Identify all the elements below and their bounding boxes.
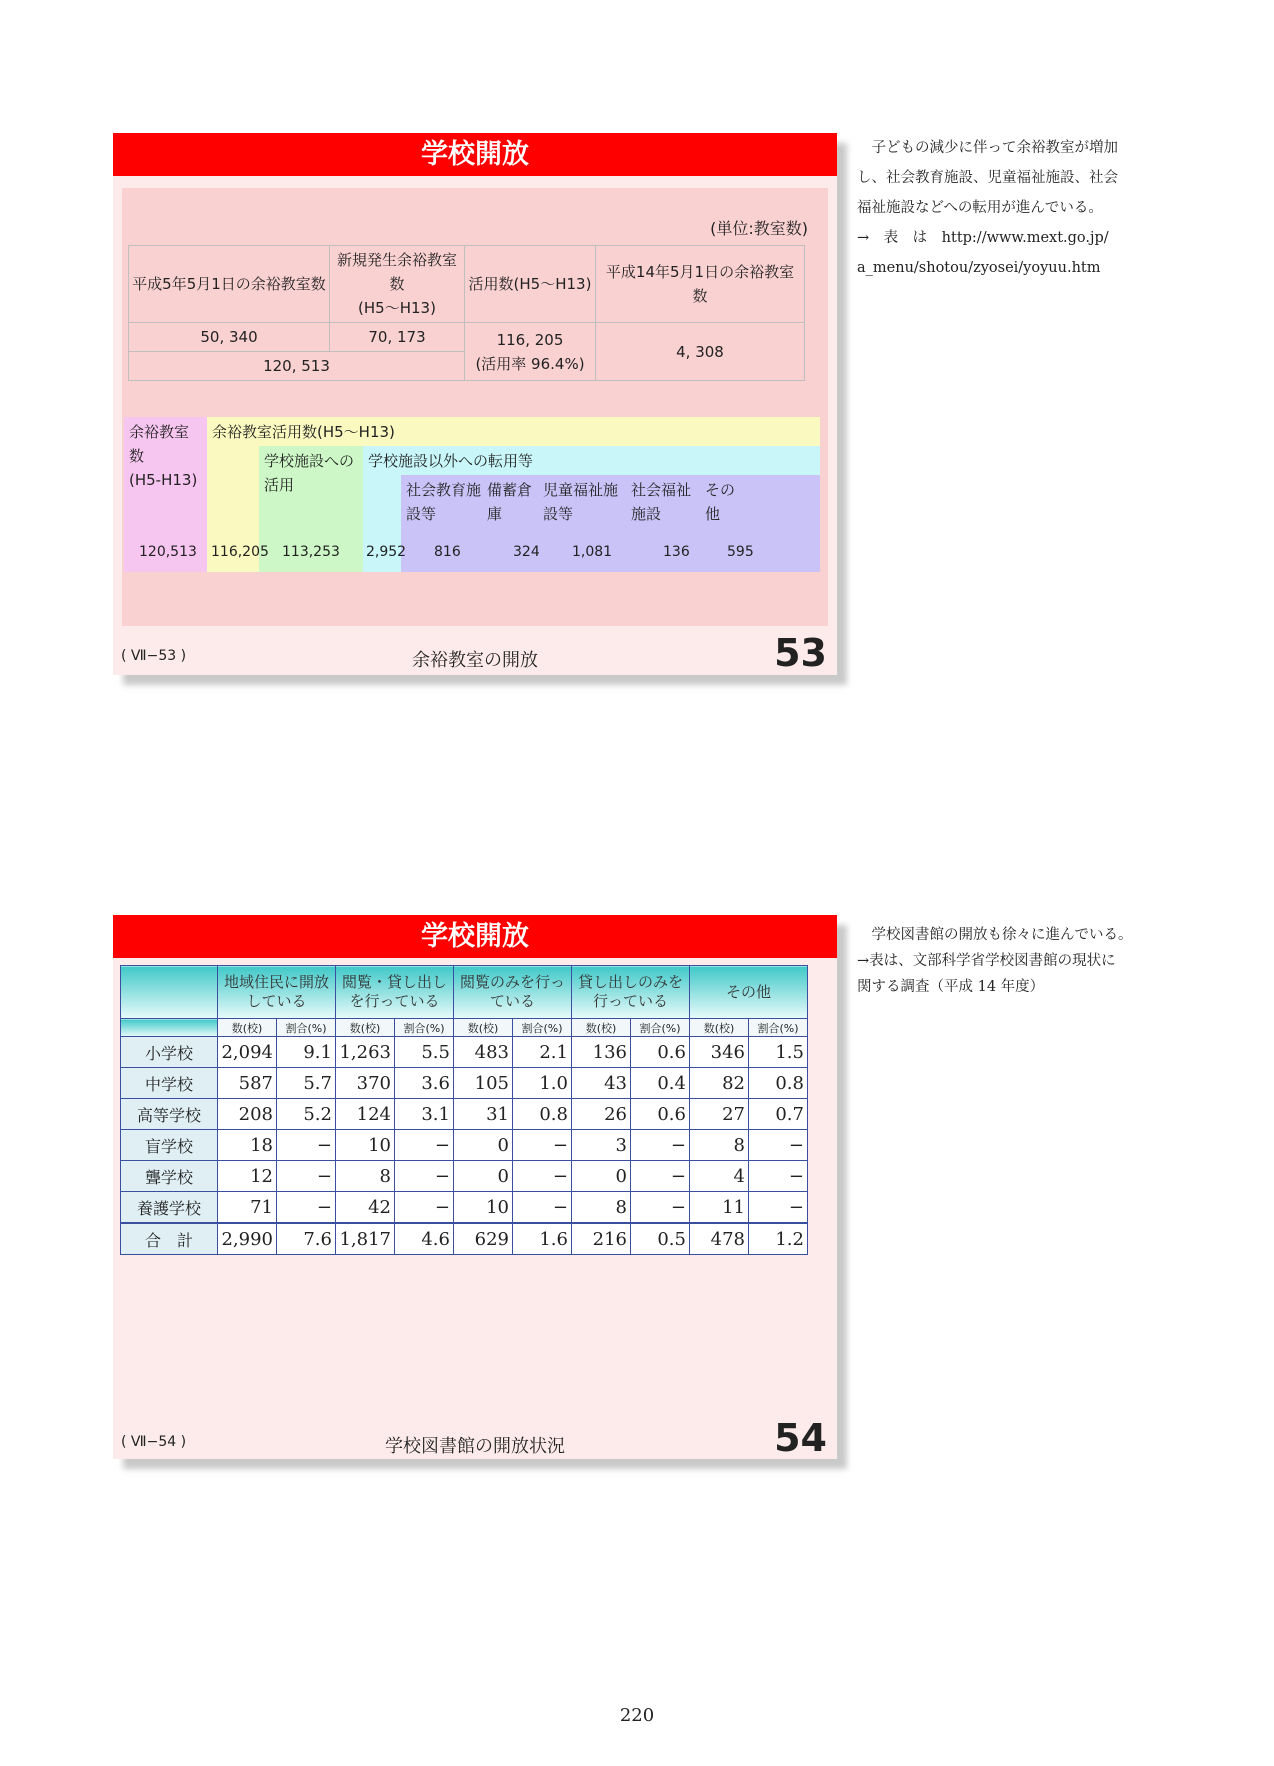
table-cell: 0.5 bbox=[631, 1223, 690, 1255]
table-cell: − bbox=[395, 1130, 454, 1161]
table-cell: 478 bbox=[690, 1223, 749, 1255]
header-cell: 新規発生余裕教室数 (H5〜H13) bbox=[330, 246, 465, 323]
sub-header: 数(校) bbox=[336, 1019, 395, 1037]
table-cell: − bbox=[395, 1161, 454, 1192]
slide-title: 学校開放 bbox=[113, 133, 837, 176]
sub-header: 割合(%) bbox=[395, 1019, 454, 1037]
table-cell: 26 bbox=[572, 1099, 631, 1130]
slide-body bbox=[122, 188, 828, 626]
corner-cell bbox=[121, 1019, 218, 1037]
table-cell: 5.2 bbox=[277, 1099, 336, 1130]
table-cell: 7.6 bbox=[277, 1223, 336, 1255]
table-cell: 216 bbox=[572, 1223, 631, 1255]
note-line: a_menu/shotou/zyosei/yoyuu.htm bbox=[857, 260, 1101, 276]
table-cell: − bbox=[749, 1192, 808, 1224]
table-cell: 27 bbox=[690, 1099, 749, 1130]
table-cell: 587 bbox=[218, 1068, 277, 1099]
grid-number: 1,081 bbox=[572, 544, 613, 560]
sub-header: 割合(%) bbox=[749, 1019, 808, 1037]
table-cell: 0 bbox=[454, 1130, 513, 1161]
column-header: その他 bbox=[690, 966, 808, 1019]
grid-cell: 学校施設以外への転用等 bbox=[363, 446, 820, 572]
table-cell: − bbox=[277, 1130, 336, 1161]
library-opening-table bbox=[120, 965, 808, 1255]
value-cell: 120, 513 bbox=[129, 352, 465, 381]
table-cell: 71 bbox=[218, 1192, 277, 1224]
table-cell: 2,094 bbox=[218, 1037, 277, 1068]
usage-breakdown bbox=[122, 417, 820, 572]
table-cell: 0 bbox=[454, 1161, 513, 1192]
table-cell: 5.5 bbox=[395, 1037, 454, 1068]
table-cell: 0.4 bbox=[631, 1068, 690, 1099]
row-header: 養護学校 bbox=[121, 1192, 218, 1224]
column-header: 閲覧のみを行っている bbox=[454, 966, 572, 1019]
table-cell: 5.7 bbox=[277, 1068, 336, 1099]
row-header: 合 計 bbox=[121, 1223, 218, 1255]
table-cell: − bbox=[631, 1130, 690, 1161]
table-cell: 136 bbox=[572, 1037, 631, 1068]
table-cell: 4 bbox=[690, 1161, 749, 1192]
table-cell: 1.6 bbox=[513, 1223, 572, 1255]
slide-54 bbox=[113, 915, 837, 1459]
table-cell: − bbox=[631, 1192, 690, 1224]
grid-number: 816 bbox=[434, 544, 461, 560]
table-cell: 10 bbox=[454, 1192, 513, 1224]
table-cell: 2.1 bbox=[513, 1037, 572, 1068]
header-cell: 平成14年5月1日の余裕教室数 bbox=[596, 246, 805, 323]
table-cell: 10 bbox=[336, 1130, 395, 1161]
slide-title: 学校開放 bbox=[113, 915, 837, 958]
slide-number: 53 bbox=[774, 631, 827, 675]
value-cell: 116, 205 (活用率 96.4%) bbox=[465, 323, 596, 381]
table-cell: 0.8 bbox=[513, 1099, 572, 1130]
table-cell: 0.6 bbox=[631, 1037, 690, 1068]
grid-number: 2,952 bbox=[366, 544, 407, 560]
table-cell: 3 bbox=[572, 1130, 631, 1161]
table-cell: 346 bbox=[690, 1037, 749, 1068]
grid-cell: 児童福祉施設等 bbox=[543, 481, 619, 523]
sub-header: 割合(%) bbox=[631, 1019, 690, 1037]
grid-number: 136 bbox=[663, 544, 690, 560]
table-cell: 0 bbox=[572, 1161, 631, 1192]
table-cell: 12 bbox=[218, 1161, 277, 1192]
note-line: 学校図書館の開放も徐々に進んでいる。 bbox=[857, 927, 1133, 943]
grid-number: 324 bbox=[513, 544, 540, 560]
table-cell: 1,817 bbox=[336, 1223, 395, 1255]
sub-header: 数(校) bbox=[572, 1019, 631, 1037]
slide-code: ( Ⅶ−53 ) bbox=[121, 648, 187, 664]
table-row bbox=[121, 1068, 808, 1099]
note-53 bbox=[857, 133, 1147, 283]
grid-number: 113,253 bbox=[282, 544, 340, 560]
table-cell: 0.7 bbox=[749, 1099, 808, 1130]
slide-footer-title: 学校図書館の開放状況 bbox=[385, 1436, 565, 1457]
note-line: 子どもの減少に伴って余裕教室が増加 bbox=[857, 140, 1118, 156]
table-cell: 8 bbox=[690, 1130, 749, 1161]
table-row bbox=[121, 1223, 808, 1255]
table-cell: − bbox=[395, 1192, 454, 1224]
grid-cell: 社会教育施設等 bbox=[406, 481, 482, 523]
slide-footer-title: 余裕教室の開放 bbox=[412, 650, 538, 671]
sub-header: 割合(%) bbox=[513, 1019, 572, 1037]
note-line: 福祉施設などへの転用が進んでいる。 bbox=[857, 200, 1103, 216]
grid-cell: 余裕教室活用数(H5〜H13) bbox=[207, 417, 820, 572]
table-cell: 9.1 bbox=[277, 1037, 336, 1068]
grid-number: 595 bbox=[727, 544, 754, 560]
table-cell: − bbox=[277, 1161, 336, 1192]
table-cell: − bbox=[513, 1161, 572, 1192]
value-cell: 70, 173 bbox=[330, 323, 465, 352]
table-cell: − bbox=[749, 1130, 808, 1161]
table-cell: 1.2 bbox=[749, 1223, 808, 1255]
corner-cell bbox=[121, 966, 218, 1019]
grid-cell: 社会福祉施設 bbox=[631, 481, 692, 523]
table-cell: 43 bbox=[572, 1068, 631, 1099]
slide-code: ( Ⅶ−54 ) bbox=[121, 1434, 187, 1450]
table-cell: 11 bbox=[690, 1192, 749, 1224]
table-cell: 124 bbox=[336, 1099, 395, 1130]
sub-header: 割合(%) bbox=[277, 1019, 336, 1037]
table-row bbox=[121, 1192, 808, 1224]
table-cell: 8 bbox=[572, 1192, 631, 1224]
row-header: 中学校 bbox=[121, 1068, 218, 1099]
table-row bbox=[121, 1099, 808, 1130]
value-cell: 4, 308 bbox=[596, 323, 805, 381]
note-line: し、社会教育施設、児童福祉施設、社会 bbox=[857, 170, 1118, 186]
table-cell: 18 bbox=[218, 1130, 277, 1161]
table-cell: 370 bbox=[336, 1068, 395, 1099]
header-cell: 活用数(H5〜H13) bbox=[465, 246, 596, 323]
table-cell: 1,263 bbox=[336, 1037, 395, 1068]
table-cell: 4.6 bbox=[395, 1223, 454, 1255]
table-cell: 1.5 bbox=[749, 1037, 808, 1068]
table-cell: − bbox=[631, 1161, 690, 1192]
column-header: 貸し出しのみを行っている bbox=[572, 966, 690, 1019]
page-number: 220 bbox=[619, 1705, 655, 1726]
table-cell: 0.6 bbox=[631, 1099, 690, 1130]
table-cell: 629 bbox=[454, 1223, 513, 1255]
grid-cell: 備蓄倉庫 bbox=[487, 481, 533, 523]
table-cell: 31 bbox=[454, 1099, 513, 1130]
table-cell: − bbox=[513, 1130, 572, 1161]
row-header: 高等学校 bbox=[121, 1099, 218, 1130]
unit-label: (単位:教室数) bbox=[710, 219, 808, 238]
sub-header: 数(校) bbox=[218, 1019, 277, 1037]
table-cell: 105 bbox=[454, 1068, 513, 1099]
spare-classroom-table bbox=[128, 245, 805, 381]
row-header: 小学校 bbox=[121, 1037, 218, 1068]
grid-cell: 学校施設への活用 bbox=[259, 446, 363, 572]
grid-cell: 余裕教室数 (H5-H13) bbox=[124, 417, 207, 572]
table-cell: − bbox=[513, 1192, 572, 1224]
table-cell: 8 bbox=[336, 1161, 395, 1192]
header-cell: 平成5年5月1日の余裕教室数 bbox=[129, 246, 330, 323]
table-cell: 0.8 bbox=[749, 1068, 808, 1099]
table-cell: 42 bbox=[336, 1192, 395, 1224]
grid-number: 116,205 bbox=[211, 544, 269, 560]
table-row bbox=[121, 1130, 808, 1161]
row-header: 盲学校 bbox=[121, 1130, 218, 1161]
note-line: 関する調査（平成 14 年度） bbox=[857, 979, 1045, 995]
table-cell: 208 bbox=[218, 1099, 277, 1130]
table-cell: 2,990 bbox=[218, 1223, 277, 1255]
table-cell: 3.6 bbox=[395, 1068, 454, 1099]
value-cell: 50, 340 bbox=[129, 323, 330, 352]
grid-cell: その他 bbox=[705, 481, 736, 523]
slide-number: 54 bbox=[774, 1416, 827, 1460]
row-header: 聾学校 bbox=[121, 1161, 218, 1192]
grid-number: 120,513 bbox=[139, 544, 197, 560]
note-54 bbox=[857, 922, 1147, 1000]
table-cell: 82 bbox=[690, 1068, 749, 1099]
table-row bbox=[121, 1161, 808, 1192]
note-line: → 表 は http://www.mext.go.jp/ bbox=[857, 230, 1109, 246]
sub-header: 数(校) bbox=[690, 1019, 749, 1037]
sub-header: 数(校) bbox=[454, 1019, 513, 1037]
column-header: 地域住民に開放している bbox=[218, 966, 336, 1019]
column-header: 閲覧・貸し出しを行っている bbox=[336, 966, 454, 1019]
table-cell: − bbox=[277, 1192, 336, 1224]
table-cell: 483 bbox=[454, 1037, 513, 1068]
table-cell: 3.1 bbox=[395, 1099, 454, 1130]
table-cell: − bbox=[749, 1161, 808, 1192]
note-line: →表は、文部科学省学校図書館の現状に bbox=[857, 953, 1116, 969]
slide-53 bbox=[113, 133, 837, 675]
table-cell: 1.0 bbox=[513, 1068, 572, 1099]
table-row bbox=[121, 1037, 808, 1068]
